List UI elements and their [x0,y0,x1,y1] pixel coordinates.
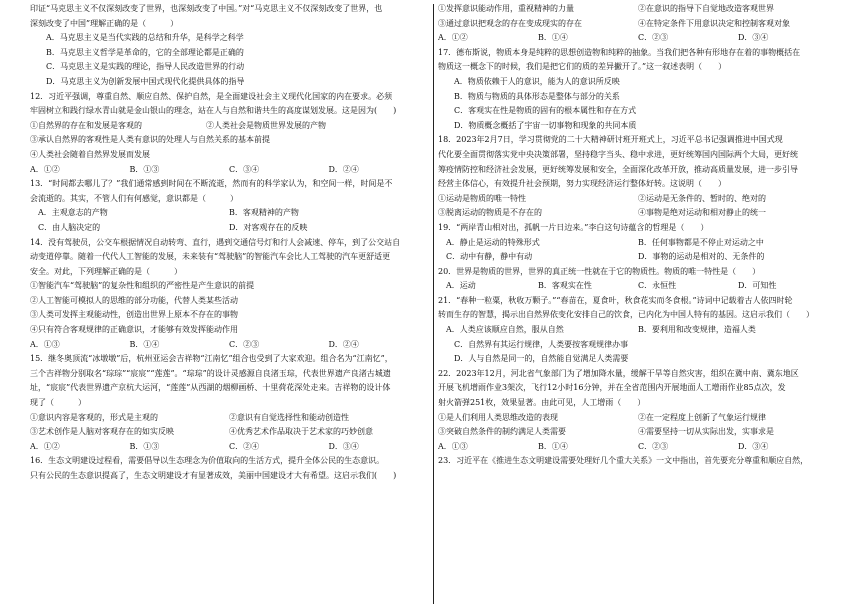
statement-item: A．主观意志的产物 [30,208,108,218]
question-text-line: ②人工智能可模拟人的思维的部分功能，代替人类某些活动 [30,295,238,305]
column-divider [433,4,434,604]
answer-options-row [438,279,838,294]
answer-option: C．③④ [229,164,260,174]
question-text-line: 16．生态文明建设过程看，需要倡导以生态理念为价值取向的生活方式，提升全体公民的生态意识。 [30,456,385,466]
answer-option-line: C．马克思主义是实践的理论，指导人民改造世界的行动 [46,62,245,72]
question-text-line: 转而生存的智慧，揭示出自然界依变化安排自己的饮食，已内化为中国人特有的基因。这启示我们（ ） [438,310,814,320]
statement-pair-row [30,425,428,440]
statement-pair-row [30,206,428,221]
answer-option: C．②④ [229,441,260,451]
statement-item: ②意识有自觉选择性和能动创造性 [229,412,349,422]
statement-item: B．任何事物都是不停止对运动之中 [638,237,764,247]
statement-pair-row [438,323,838,338]
statement-item: ②在意识的指导下自觉地改造客观世界 [638,4,774,13]
statement-item: B．要利用和改变规律，造福人类 [638,325,756,335]
statement-pair-row [438,236,838,251]
answer-option-line: D．物质概念概括了宇宙一切事物和现象的共同本质 [454,120,637,130]
question-text-line: 会流逝的。其实，不管人们有何感觉，意识都是（ ） [30,193,238,203]
question-text-line: 代化要全面贯彻落实党中央决策部署，坚持稳字当头、稳中求进，更好统筹国内国际两个大局，更好统 [438,149,798,159]
statement-item: A．静止是运动的特殊形式 [438,237,540,247]
question-text-line: 21．“春种一粒粟，秋收万颗子。”“春苗在，夏食叶，秋食花实而冬食根。”诗词中记载着古人依四时轮 [438,295,793,305]
statement-item: C．由人脑决定的 [30,222,101,232]
statement-item: ④事物是绝对运动和相对静止的统一 [638,208,766,218]
answer-option: B．①③ [129,164,160,174]
question-text-line: 15．继冬奥顶流“冰墩墩”后，杭州亚运会吉祥物“江南忆”组合也受到了大家欢迎。组合名为“江南忆”， [30,354,393,364]
statement-item: ①意识内容是客观的，形式是主观的 [30,412,158,422]
question-text-line: 筹疫情防控和经济社会发展，更好统筹发展和安全，全面深化改革开放，推动高质量发展，进一步引导 [438,164,798,174]
answer-option-line: B．物质与物质的具体形态是整体与部分的关系 [454,91,620,101]
question-text-line: ④人类社会随着自然界发展而发展 [30,149,150,159]
answer-option-line: C．自然界有其运行规律，人类要按客观规律办事 [454,339,629,349]
answer-option: D．③④ [738,33,769,43]
answer-options-row [438,31,838,46]
answer-options-row [30,163,428,178]
statement-pair-row [438,411,838,426]
question-text-line: 现了（ ） [30,398,86,408]
statement-pair-row [438,17,838,32]
question-text-line: 三个吉祥物分别取名“琮琮”“宸宸”“莲莲”。“琮琮”的设计灵感源自良渚玉琮，代表世界遗产良渚古城遗 [30,368,391,378]
statement-item: ④优秀艺术作品取决于艺术家的巧妙创意 [229,427,373,437]
statement-item: ②运动是无条件的、暂时的、绝对的 [638,193,766,203]
answer-option: A．①② [438,33,468,43]
statement-pair-row [438,425,838,440]
statement-item: ③突破自然条件的制约满足人类需要 [438,427,566,437]
question-text-line: 射火箭弹251枚，效果显著。由此可见，人工增雨（ ） [438,398,646,408]
statement-item: ③艺术创作是人脑对客观存在的如实反映 [30,427,174,437]
question-text-line: 18．2023年2月7日，学习贯彻党的二十大精神研讨班开班式上，习近平总书记强调推进中国式现 [438,135,783,145]
statement-item: ①运动是物质的唯一特性 [438,193,526,203]
answer-option: D．③④ [738,441,769,451]
question-text-line: 只有公民的生态意识提高了，生态文明建设才有显著成效，美丽中国建设才大有希望。这启示我们( ) [30,471,397,480]
statement-item: D．事物的运动是相对的、无条件的 [638,252,765,262]
statement-item: A．人类应该顺应自然，服从自然 [438,325,564,335]
question-text-line: 13．“时间都去哪儿了？”我们通常感到时间在不断流逝，然而有的科学家认为，和空间一样，时间是不 [30,179,393,189]
answer-option: B．①④ [129,339,160,349]
answer-option: A．①③ [438,441,468,451]
answer-option-line: B．马克思主义哲学是革命的，它的全部理论都是正确的 [46,47,244,57]
question-text-line: 牢固树立和践行绿水青山就是金山银山的理念，站在人与自然和谐共生的高度谋划发展。这是因为( ) [30,106,397,116]
answer-option: C．②③ [638,441,669,451]
statement-item: ④需要坚持一切从实际出发，实事求是 [638,427,774,437]
statement-pair-row [438,206,838,221]
question-text-line: 开展飞机增雨作业3架次，飞行12小时16分钟，并在全省范围内开展地面人工增雨作业85点次，发 [438,383,786,393]
statement-pair-row [30,221,428,236]
question-text-line: 动变道停靠。随着一代代人工智能的发展，未来装有“驾驶脑”的智能汽车会比人工驾驶的汽车更舒适更 [30,252,391,262]
answer-option: D．③④ [328,441,359,451]
answer-option: D．可知性 [738,281,777,291]
statement-item: D．对客观存在的反映 [229,222,308,232]
answer-options-row [30,440,428,455]
answer-option: B．①④ [538,441,568,451]
answer-option: B．①③ [129,441,160,451]
answer-option-line: D．人与自然是同一的，自然能自觉满足人类需要 [454,354,629,364]
answer-option: D．②④ [328,164,359,174]
answer-option: C．②③ [638,33,669,43]
answer-option: D．②④ [328,339,359,349]
question-text-line: ①自然界的存在和发展是客观的 ②人类社会是物质世界发展的产物 [30,120,326,130]
statement-item: ③脱离运动的物质是不存在的 [438,208,542,218]
answer-option: A．①② [30,441,60,451]
right-column [438,2,838,607]
answer-option: A．①③ [30,339,60,349]
question-text-line: 深刻改变了中国”理解正确的是（ ） [30,18,179,28]
statement-item: ③通过意识把观念的存在变成现实的存在 [438,18,582,28]
question-text-line: 12．习近平强调，尊重自然、顺应自然、保护自然，是全面建设社会主义现代化国家的内在要求。必须 [30,91,393,101]
question-text-line: 23．习近平在《推进生态文明建设需要处理好几个重大关系》一文中指出，首先要充分尊重和顺应自然， [438,456,809,466]
answer-options-row [438,440,838,455]
question-text-line: ④只有符合客观规律的正确意识，才能够有效发挥能动作用 [30,325,238,335]
question-text-line: 19．“两岸青山相对出，孤帆一片日边来。”李白这句诗蕴含的哲理是（ ） [438,222,709,232]
statement-pair-row [438,192,838,207]
statement-item: ①是人们利用人类思维改造的表现 [438,412,558,422]
answer-option: A．运动 [438,281,476,291]
question-text-line: 经营主体信心，有效提升社会预期，努力实现经济运行整体好转。这说明（ ） [438,179,726,189]
answer-option: A．①② [30,164,60,174]
question-text-line: 20．世界是物质的世界，世界的真正统一性就在于它的物质性。物质的唯一特性是（ ） [438,266,761,276]
question-text-line: 17．德布斯说，物质本身是纯粹的思想创造物和纯粹的抽象。当我们把各种有形地存在着的事物概括在 [438,47,801,57]
question-text-line: 物质这一概念下的时候，我们是把它们的质的差异撇开了。”这一叙述表明（ ） [438,62,727,72]
answer-option: B．①④ [538,33,568,43]
question-text-line: 14．没有驾驶员，公交车根据情况自动转弯、直行，遇到交通信号灯和行人会减速、停车，到了公交站自 [30,237,401,247]
answer-option-line: C．客观实在性是物质的固有的根本属性和存在方式 [454,106,637,116]
statement-item: C．动中有静，静中有动 [438,252,533,262]
question-text-line: 安全。对此，下列理解正确的是（ ） [30,266,182,276]
statement-item: ④在特定条件下用意识决定和控制客观对象 [638,18,790,28]
question-text-line: ①智能汽车“驾驶脑”的复杂性和组织的严密性是产生意识的前提 [30,281,255,291]
statement-pair-row [438,250,838,265]
statement-item: ②在一定程度上创新了气象运行规律 [638,412,766,422]
answer-option-line: D．马克思主义为创新发展中国式现代化提供具体的指导 [46,76,245,86]
question-text-line: ③承认自然界的客观性是人类有意识的处理人与自然关系的基本前提 [30,135,270,145]
answer-option: C．②③ [229,339,260,349]
left-column [30,2,428,607]
answer-option-line: A．马克思主义是当代实践的总结和升华，是科学之科学 [46,33,244,43]
question-text-line: 印证“马克思主义不仅深刻改变了世界，也深刻改变了中国。”对“马克思主义不仅深刻改变了世界，也 [30,4,383,13]
question-text-line: 址，“宸宸”代表世界遗产京杭大运河，“莲莲”从西湖的烟柳画桥、十里荷花深处走来。吉祥物的设计体 [30,383,391,393]
statement-pair-row [438,2,838,17]
statement-pair-row [30,411,428,426]
statement-item: ①发挥意识能动作用，重视精神的力量 [438,4,574,13]
question-text-line: ③人类可发挥主观能动性，创造出世界上原本不存在的事物 [30,310,238,320]
question-text-line: 22．2023年12月，河北省气象部门为了增加降水量，缓解干旱等自然灾害，组织在冀中南、冀东地区 [438,368,799,378]
answer-option-line: A．物质依赖于人的意识，能为人的意识所反映 [454,76,620,86]
statement-item: B．客观精神的产物 [229,208,299,218]
answer-option: B．客观实在性 [538,281,592,291]
answer-option: C．永恒性 [638,281,677,291]
answer-options-row [30,338,428,353]
